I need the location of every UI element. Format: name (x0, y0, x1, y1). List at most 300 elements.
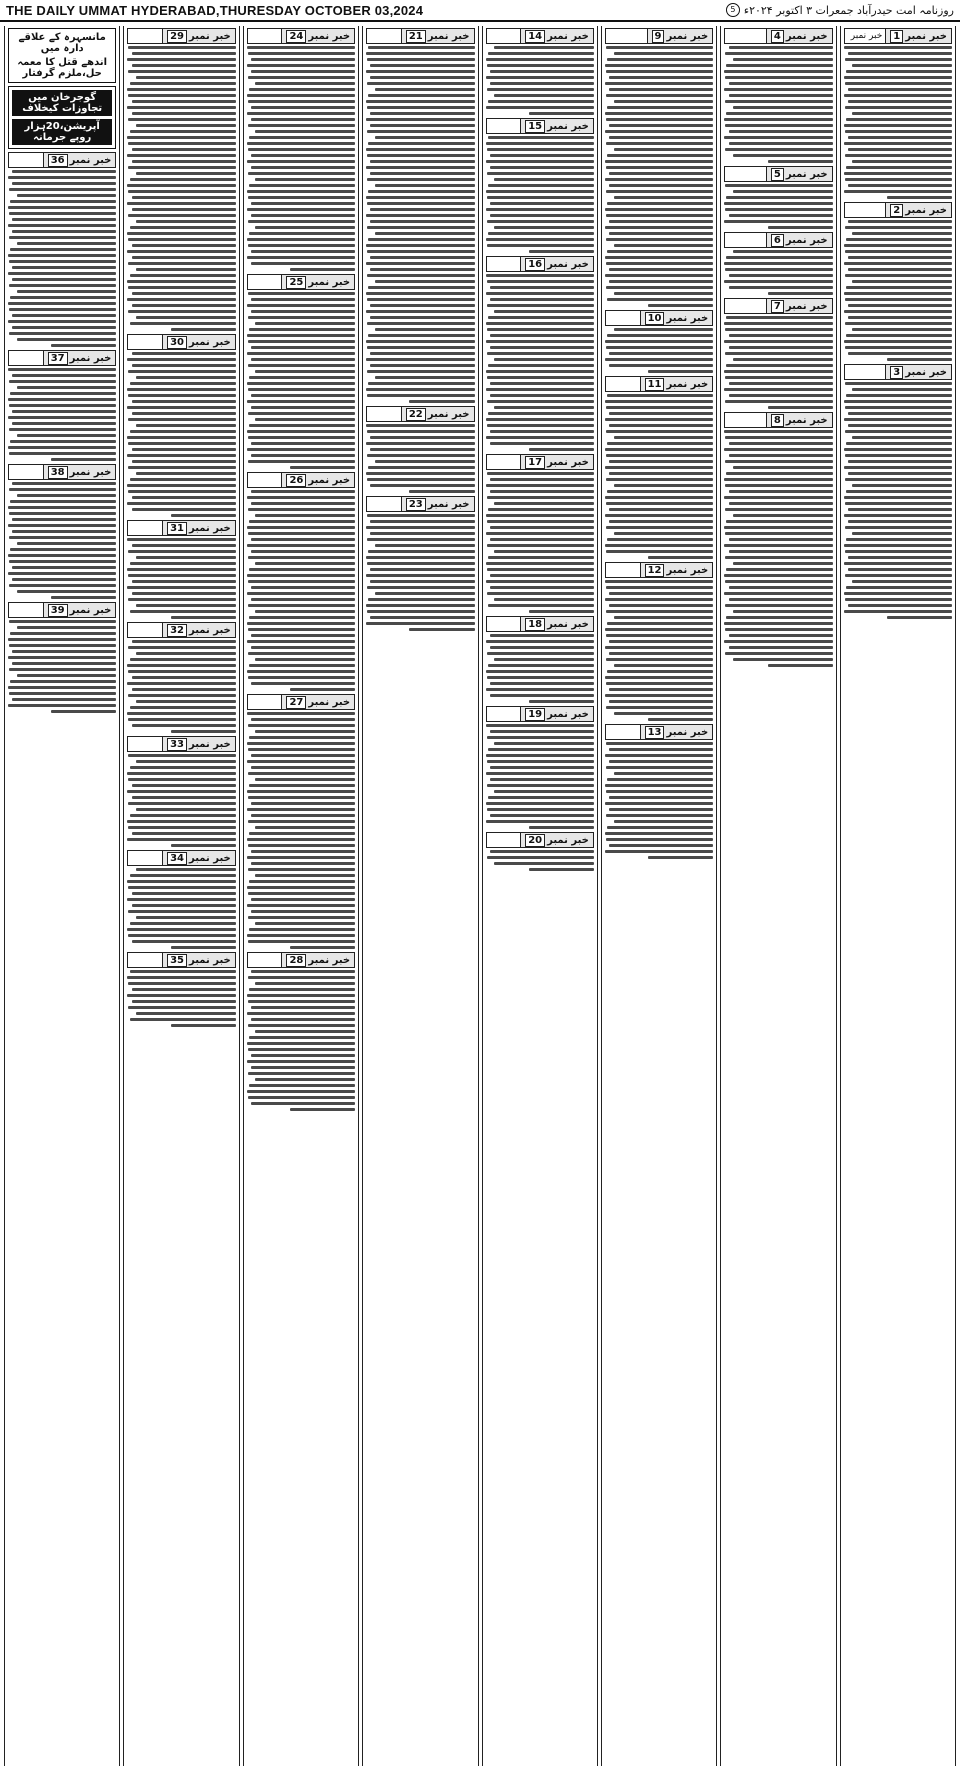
text-line (251, 1054, 355, 1057)
text-line (729, 130, 833, 133)
text-line (488, 748, 594, 751)
text-line (486, 580, 594, 583)
text-line (370, 364, 474, 367)
text-line (247, 934, 355, 937)
text-line (729, 82, 833, 85)
text-line (487, 676, 594, 679)
text-line (17, 434, 117, 437)
text-line (370, 448, 474, 451)
news-item (8, 350, 116, 461)
text-line (494, 226, 594, 229)
text-line (127, 280, 235, 283)
text-line (366, 214, 474, 217)
news-item-number: خبر نمبر 29 (162, 29, 235, 43)
text-line (605, 496, 713, 499)
text-line (367, 202, 474, 205)
text-line (10, 296, 116, 299)
text-line (136, 700, 236, 703)
text-line (609, 268, 713, 271)
text-line (733, 358, 833, 361)
text-line (605, 82, 713, 85)
text-line (367, 106, 474, 109)
text-line (606, 586, 713, 589)
text-line (486, 76, 594, 79)
text-line (132, 400, 236, 403)
text-line (248, 388, 355, 391)
news-item-body (8, 482, 116, 599)
text-line (845, 478, 952, 481)
text-line (366, 340, 474, 343)
text-line (486, 106, 594, 109)
text-line (248, 292, 355, 295)
text-line (490, 346, 594, 349)
news-item-header (486, 706, 594, 722)
text-line (488, 52, 594, 55)
text-line (607, 334, 713, 337)
news-number-value: 24 (286, 30, 306, 43)
text-line (247, 640, 355, 643)
text-line (130, 658, 236, 661)
text-line (366, 388, 474, 391)
text-line (606, 46, 713, 49)
news-item (486, 454, 594, 613)
news-item-title (725, 299, 766, 313)
news-item-header (486, 454, 594, 470)
text-line (607, 202, 713, 205)
text-line (255, 418, 355, 421)
text-line (9, 512, 116, 515)
text-line (605, 628, 713, 631)
text-line (487, 760, 594, 763)
text-line (255, 610, 355, 613)
text-line (248, 412, 355, 415)
news-item (247, 274, 355, 469)
text-line (251, 1006, 355, 1009)
text-line (848, 568, 952, 571)
text-line (605, 514, 713, 517)
news-item (8, 464, 116, 599)
text-line (488, 364, 594, 367)
news-item (486, 28, 594, 115)
news-item (605, 376, 713, 559)
text-line (132, 64, 236, 67)
text-line (726, 568, 832, 571)
text-line (247, 142, 355, 145)
news-item-body (366, 514, 474, 631)
news-item-title (606, 29, 647, 43)
text-line (609, 760, 713, 763)
text-line (488, 232, 594, 235)
text-line (614, 244, 714, 247)
text-line (247, 712, 355, 715)
news-item-body (127, 868, 235, 949)
text-line (9, 188, 116, 191)
text-line (846, 286, 952, 289)
news-item-number: خبر نمبر 24 (281, 29, 354, 43)
text-line (249, 1084, 355, 1087)
text-line (488, 796, 594, 799)
text-line (605, 160, 713, 163)
text-line (733, 610, 833, 613)
text-line (251, 106, 355, 109)
text-line (127, 250, 235, 253)
text-line (729, 598, 833, 601)
text-line (128, 286, 235, 289)
news-item-header (605, 28, 713, 44)
text-line (648, 718, 713, 721)
text-line (487, 568, 594, 571)
text-line (128, 214, 235, 217)
text-line (609, 364, 713, 367)
text-line (12, 662, 116, 665)
news-item (127, 622, 235, 733)
news-item-number: خبر نمبر 4 (766, 29, 832, 43)
text-line (845, 82, 952, 85)
text-line (845, 106, 952, 109)
text-line (8, 368, 116, 371)
news-item (366, 28, 474, 403)
text-line (127, 772, 235, 775)
text-line (251, 898, 355, 901)
text-line (494, 790, 594, 793)
text-line (607, 622, 713, 625)
text-line (490, 526, 594, 529)
text-line (367, 58, 474, 61)
text-line (247, 1042, 355, 1045)
text-line (17, 626, 117, 629)
text-line (136, 172, 236, 175)
text-line (17, 674, 117, 677)
text-line (724, 70, 832, 73)
text-line (128, 574, 235, 577)
text-line (12, 218, 116, 221)
text-line (128, 982, 235, 985)
text-line (130, 970, 236, 973)
text-line (132, 412, 236, 415)
text-line (367, 130, 474, 133)
text-line (487, 244, 594, 247)
text-line (132, 160, 236, 163)
news-item-header (247, 472, 355, 488)
text-line (127, 976, 235, 979)
text-line (844, 466, 952, 469)
text-line (370, 484, 474, 487)
text-line (606, 262, 713, 265)
text-line (486, 484, 594, 487)
text-line (768, 226, 833, 229)
text-line (8, 272, 116, 275)
text-line (251, 682, 355, 685)
text-line (609, 124, 713, 127)
text-line (845, 574, 952, 577)
news-item-header (486, 28, 594, 44)
news-item-header (8, 350, 116, 366)
news-item-title (248, 275, 282, 289)
news-item (844, 202, 952, 361)
text-line (127, 898, 235, 901)
text-line (844, 190, 952, 193)
text-line (136, 124, 236, 127)
news-item-body (605, 46, 713, 307)
text-line (366, 292, 474, 295)
text-line (487, 472, 594, 475)
text-line (247, 304, 355, 307)
text-line (725, 100, 832, 103)
text-line (248, 220, 355, 223)
text-line (490, 394, 594, 397)
news-item-body (724, 46, 832, 163)
text-line (251, 814, 355, 817)
text-line (248, 364, 355, 367)
text-line (12, 530, 116, 533)
text-line (248, 976, 355, 979)
text-line (725, 652, 832, 655)
text-line (251, 442, 355, 445)
text-line (614, 148, 714, 151)
text-line (255, 82, 355, 85)
text-line (845, 58, 952, 61)
text-line (248, 340, 355, 343)
text-line (8, 446, 116, 449)
text-line (130, 430, 236, 433)
text-line (132, 796, 236, 799)
news-column (482, 26, 598, 1766)
text-line (9, 308, 116, 311)
text-line (486, 388, 594, 391)
text-line (128, 46, 235, 49)
text-line (648, 556, 713, 559)
text-line (248, 748, 355, 751)
news-item-title (367, 497, 401, 511)
text-line (249, 376, 355, 379)
text-line (171, 1024, 236, 1027)
news-item-body (486, 850, 594, 871)
news-item-body (605, 328, 713, 373)
text-line (852, 532, 952, 535)
text-line (251, 118, 355, 121)
text-line (614, 532, 714, 535)
text-line (606, 70, 713, 73)
text-line (724, 430, 832, 433)
text-line (375, 376, 475, 379)
text-line (848, 256, 952, 259)
news-item-number: خبر نمبر 3 (885, 365, 951, 379)
text-line (136, 556, 236, 559)
text-line (490, 814, 594, 817)
text-line (132, 640, 236, 643)
news-item-header (8, 464, 116, 480)
text-line (487, 352, 594, 355)
text-line (725, 148, 832, 151)
text-line (370, 304, 474, 307)
text-line (248, 1096, 355, 1099)
text-line (724, 202, 832, 205)
text-line (10, 680, 116, 683)
text-line (127, 682, 235, 685)
news-item (724, 28, 832, 163)
text-line (486, 160, 594, 163)
text-line (248, 556, 355, 559)
news-item-header (605, 310, 713, 326)
text-line (486, 670, 594, 673)
news-number-value: 14 (525, 30, 545, 43)
news-number-value: 20 (525, 834, 545, 847)
text-line (370, 568, 474, 571)
text-line (8, 302, 116, 305)
text-line (12, 374, 116, 377)
text-line (729, 274, 833, 277)
text-line (128, 466, 235, 469)
news-number-value: 33 (167, 738, 187, 751)
text-line (844, 292, 952, 295)
text-line (724, 322, 832, 325)
text-line (255, 826, 355, 829)
text-line (255, 226, 355, 229)
text-line (128, 550, 235, 553)
text-line (247, 256, 355, 259)
text-line (375, 328, 475, 331)
text-line (609, 460, 713, 463)
text-line (844, 496, 952, 499)
text-line (609, 136, 713, 139)
news-number-value: 22 (406, 408, 426, 421)
news-item-title (487, 257, 521, 271)
text-line (494, 550, 594, 553)
text-line (247, 496, 355, 499)
text-line (367, 322, 474, 325)
text-line (605, 784, 713, 787)
news-item-body (605, 580, 713, 721)
text-line (8, 416, 116, 419)
text-line (128, 262, 235, 265)
text-line (368, 382, 474, 385)
news-item-body (247, 712, 355, 949)
news-item-body (8, 170, 116, 347)
text-line (490, 850, 594, 853)
news-item-body (247, 970, 355, 1111)
text-line (132, 196, 236, 199)
text-line (128, 910, 235, 913)
text-line (248, 844, 355, 847)
text-line (368, 46, 474, 49)
news-item-number: خبر نمبر 22 (401, 407, 474, 421)
text-line (9, 488, 116, 491)
text-line (852, 112, 952, 115)
text-line (136, 76, 236, 79)
news-number-value: 7 (771, 300, 784, 313)
text-line (132, 244, 236, 247)
news-number-value: 25 (286, 276, 306, 289)
text-line (606, 682, 713, 685)
text-line (128, 802, 235, 805)
text-line (848, 508, 952, 511)
text-line (605, 400, 713, 403)
text-line (848, 268, 952, 271)
text-line (609, 280, 713, 283)
text-line (366, 244, 474, 247)
news-item (486, 616, 594, 703)
news-item-number: خبر نمبر 31 (162, 521, 235, 535)
text-line (606, 526, 713, 529)
text-line (8, 554, 116, 557)
text-line (370, 352, 474, 355)
text-line (127, 502, 235, 505)
news-item-header (366, 496, 474, 512)
text-line (724, 478, 832, 481)
text-line (255, 1030, 355, 1033)
text-line (367, 274, 474, 277)
text-line (367, 514, 474, 517)
text-line (848, 520, 952, 523)
urdu-date: روزنامہ امت حیدرآباد جمعرات ۳ اکتوبر ۲۰۲۴ء (743, 3, 954, 17)
text-line (529, 250, 594, 253)
text-line (290, 946, 355, 949)
text-line (247, 190, 355, 193)
text-line (488, 100, 594, 103)
text-line (529, 112, 594, 115)
text-line (251, 394, 355, 397)
text-line (486, 142, 594, 145)
text-line (255, 730, 355, 733)
text-line (251, 634, 355, 637)
text-line (609, 796, 713, 799)
text-line (12, 578, 116, 581)
text-line (725, 52, 832, 55)
text-line (609, 352, 713, 355)
text-line (845, 250, 952, 253)
text-line (845, 430, 952, 433)
text-line (8, 686, 116, 689)
text-line (490, 586, 594, 589)
text-line (251, 802, 355, 805)
text-line (248, 652, 355, 655)
news-item-header (247, 694, 355, 710)
text-line (127, 88, 235, 91)
text-line (486, 562, 594, 565)
text-line (10, 392, 116, 395)
text-line (490, 574, 594, 577)
text-line (614, 616, 714, 619)
text-line (132, 508, 236, 511)
text-line (247, 838, 355, 841)
news-item-title (606, 311, 640, 325)
text-line (136, 220, 236, 223)
news-number-value: 38 (48, 466, 68, 479)
text-line (251, 862, 355, 865)
text-line (366, 166, 474, 169)
text-line (370, 64, 474, 67)
text-line (605, 418, 713, 421)
text-line (848, 412, 952, 415)
text-line (251, 346, 355, 349)
text-line (255, 778, 355, 781)
text-line (848, 88, 952, 91)
text-line (768, 664, 833, 667)
text-line (726, 364, 832, 367)
text-line (12, 266, 116, 269)
text-line (247, 886, 355, 889)
text-line (605, 448, 713, 451)
news-item (127, 736, 235, 847)
text-line (251, 718, 355, 721)
ad-block (8, 28, 116, 83)
text-line (605, 256, 713, 259)
text-line (609, 844, 713, 847)
text-line (366, 310, 474, 313)
news-item-title (606, 377, 640, 391)
news-item-body (247, 292, 355, 469)
text-line (486, 370, 594, 373)
